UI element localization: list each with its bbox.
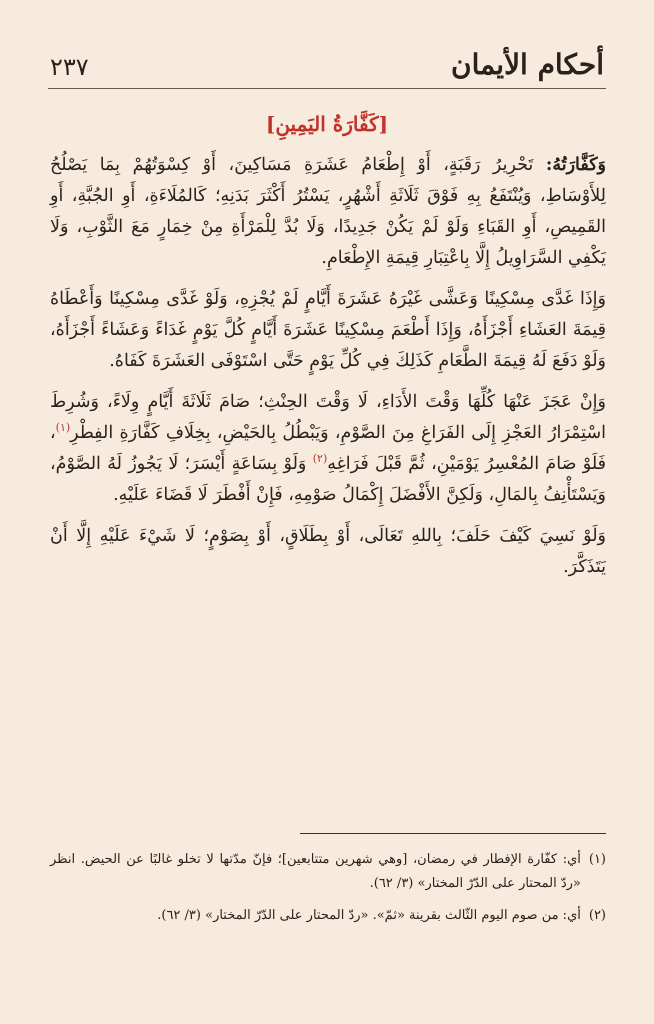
footnote-2 <box>50 904 606 928</box>
section-heading: [كَفَّارَةُ اليَمِينِ] <box>265 112 389 136</box>
paragraph-1 <box>50 150 606 274</box>
paragraph-2 <box>50 284 606 377</box>
paragraph-lead: وَكَفَّارَتُهُ: <box>545 155 606 175</box>
footnote-text: أي: من صوم اليوم الثّالث بقرينة «ثمّ». «ردّ المحتار على الدّرّ المختار» (٣/ ٦٢). <box>157 908 581 923</box>
paragraph-text: وَلَوْ بِسَاعَةٍ أَيْسَرَ؛ لَا يَجُوزُ لَهُ الصَّوْمُ، وَيَسْتَأْنِفُ بِالمَالِ، وَلَكِنَّ الأَفْضَلَ إِكْمَالُ صَوْمِهِ، فَإِنْ أَفْطَرَ لَا قَضَاءَ عَلَيْهِ. <box>50 454 606 505</box>
paragraph-text: تَحْرِيرُ رَقَبَةٍ، أَوْ إِطْعَامُ عَشَرَةِ مَسَاكِينَ، أَوْ كِسْوَتُهُمْ بِمَا يَصْلُحُ لِلأَوْسَاطِ، وَيُنْتَفَعُ بِهِ فَوْقَ ثَلَاثَةِ أَشْهُرٍ، يَسْتُرُ أَكْثَرَ بَدَنِهِ؛ كَالمُلَاءَةِ، أَوِ الجُبَّةِ، أَوِ القَمِيصِ، أَوِ القَبَاءِ وَلَوْ لَمْ يَكُنْ جَدِيدًا، وَلَا بُدَّ لِلْمَرْأَةِ مِنْ خِمَارٍ مَعَ الثَّوْبِ، وَلَا يَكْفِي السَّرَاوِيلُ إِلَّا بِاعْتِبَارِ قِيمَةِ الإِطْعَامِ. <box>50 155 606 268</box>
paragraph-text: وَإِذَا غَدَّى مِسْكِينًا وَعَشَّى غَيْرَهُ عَشَرَةَ أَيَّامٍ لَمْ يُجْزِهِ، وَلَوْ غَدَّى مِسْكِينًا وَأَعْطَاهُ قِيمَةَ العَشَاءِ أَجْزَأَهُ، وَإِذَا أَطْعَمَ مِسْكِينًا عَشَرَةَ أَيَّامٍ كُلَّ يَوْمٍ غَدَاءً وَعَشَاءً أَجْزَأَهُ، وَلَوْ دَفَعَ لَهُ قِيمَةَ الطَّعَامِ كَذَلِكَ فِي كُلِّ يَوْمٍ حَتَّى اسْتَوْفَى العَشَرَةَ كَفَاهُ. <box>50 289 606 371</box>
footnote-ref-2[interactable]: (٢) <box>312 452 328 466</box>
page-number: ٢٣٧ <box>50 53 89 81</box>
running-title: أحكام الأيمان <box>451 48 604 81</box>
paragraph-text: وَإِنْ عَجَزَ عَنْهَا كُلِّهَا وَقْتَ الأَدَاءِ، لَا وَقْتَ الحِنْثِ؛ صَامَ ثَلَاثَةَ أَيَّامٍ وِلَاءً، وَشُرِطَ اسْتِمْرَارُ العَجْزِ إِلَى الفَرَاغِ مِنَ الصَّوْمِ، وَيَبْطُلُ بِالحَيْضِ، بِخِلَافِ كَفَّارَةِ الفِطْرِ <box>50 392 606 443</box>
footnote-number: (٢) <box>588 908 606 923</box>
page-header <box>50 48 604 86</box>
footnotes <box>50 848 606 936</box>
footnote-rule <box>300 833 606 834</box>
footnote-1 <box>50 848 606 896</box>
footnote-number: (١) <box>588 852 606 867</box>
paragraph-text: وَلَوْ نَسِيَ كَيْفَ حَلَفَ؛ بِاللهِ تَعَالَى، أَوْ بِطَلَاقٍ، أَوْ بِصَوْمٍ؛ لَا شَيْءَ عَلَيْهِ إِلَّا أَنْ يَتَذَكَّرَ. <box>50 526 606 577</box>
paragraph-3 <box>50 387 606 511</box>
paragraph-text: ، فَلَوْ صَامَ المُعْسِرُ يَوْمَيْنِ، ثُمَّ قَبْلَ فَرَاغِهِ <box>50 423 606 474</box>
body-text <box>50 150 606 593</box>
paragraph-4 <box>50 521 606 583</box>
footnote-text: أي: كفّارة الإفطار في رمضان، [وهي شهرين متتابعين]؛ فإنّ مدّتها لا تخلو غالبًا عن الحيض. انظر «ردّ المحتار على الدّرّ المختار» (٣/ ٦٢). <box>50 852 581 891</box>
footnote-ref-1[interactable]: (١) <box>55 421 71 435</box>
header-rule <box>48 88 606 89</box>
